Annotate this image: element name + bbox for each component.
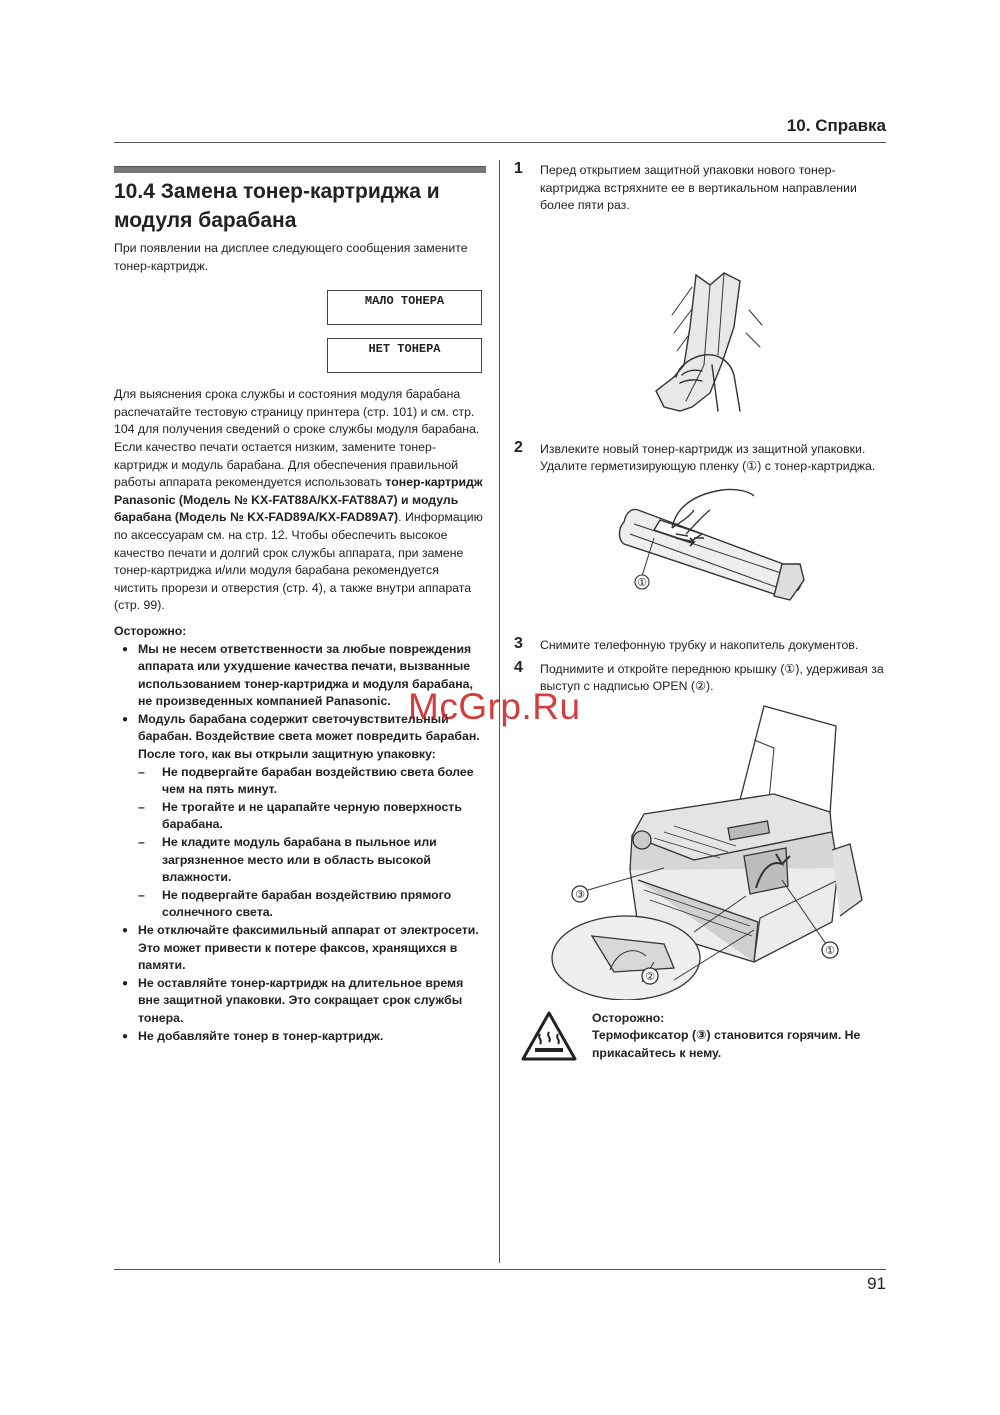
shake-package-illustration: [514, 215, 886, 415]
caution-title: Осторожно:: [114, 623, 187, 638]
step-number: 1: [514, 160, 523, 177]
heat-caution-body: Термофиксатор (③) становится горячим. Не прикасайтесь к нему.: [592, 1028, 861, 1060]
remove-seal-illustration: [514, 476, 886, 614]
body-text-bold: тонер-картридж Panasonic (Модель № KX-FAT88A/KX-FAT88A7) и модуль барабана (Модель № KX-FAD89A/KX-FAD89A7): [114, 475, 483, 525]
left-column: [114, 166, 486, 1045]
step-text: Извлеките новый тонер-картридж из защитной упаковки. Удалите герметизирующую пленку (①) с тонер-картриджа.: [540, 441, 876, 474]
intro-paragraph: При появлении на дисплее следующего сообщения замените тонер-картридж.: [114, 241, 468, 273]
display-message-low-toner: МАЛО ТОНЕРА: [327, 290, 482, 325]
step-number: 3: [514, 634, 523, 652]
step-number: 4: [514, 658, 523, 676]
caution-item: ● Не оставляйте тонер-картридж на длительное время вне защитной упаковки. Это сокращает срок службы тонера.: [114, 975, 486, 1028]
section-title: 10.4 Замена тонер-картриджа и модуля барабана: [114, 180, 440, 232]
callout-3: ③: [575, 887, 585, 901]
step-2: [514, 438, 886, 476]
caution-item: [114, 711, 486, 922]
step-text: Снимите телефонную трубку и накопитель документов.: [540, 637, 859, 652]
heat-caution-title: Осторожно:: [592, 1010, 665, 1025]
step-text: Перед открытием защитной упаковки нового тонер-картриджа встряхните ее в вертикальном направлении более пяти раз.: [540, 163, 857, 213]
callout-1: ①: [637, 575, 647, 589]
step-3: [514, 634, 886, 655]
right-column: [514, 162, 886, 1070]
dash-item: – Не подвергайте барабан воздействию света более чем на пять минут.: [138, 764, 486, 799]
dash-item: – Не кладите модуль барабана в пыльное или загрязненное место или в область высокой влажности.: [138, 834, 486, 887]
after-opening-label: После того, как вы открыли защитную упаковку:: [138, 747, 436, 762]
display-message-no-toner: НЕТ ТОНЕРА: [327, 338, 482, 373]
fax-open-cover-illustration: [514, 700, 886, 1000]
callout-2: ②: [645, 969, 655, 983]
drum-precautions-list: [138, 764, 486, 922]
step-number: 2: [514, 438, 523, 456]
section-bar: [114, 166, 486, 173]
body-text-a: Для выяснения срока службы и состояния модуля барабана распечатайте тестовую страницу принтера (стр. 101) и см. стр. 104 для получения сведений о сроке службы модуля барабана. Если качество печати остается низким, замените тонер-картридж и модуль барабана. Для обеспечения правильной работы аппарата рекомендуется использовать: [114, 387, 480, 490]
body-text-b: . Информацию по аксессуарам см. на стр. 12. Чтобы обеспечить высокое качество печати и долгий срок службы аппарата, при замене тонер-картриджа и/или модуля барабана рекомендуется чистить прорези и отверстия (стр. 4), а также внутри аппарата (стр. 99).: [114, 510, 483, 613]
dash-item: – Не трогайте и не царапайте черную поверхность барабана.: [138, 799, 486, 834]
page-number: 91: [867, 1274, 886, 1293]
dash-item: – Не подвергайте барабан воздействию прямого солнечного света.: [138, 887, 486, 922]
hot-surface-warning-icon: [520, 1010, 578, 1062]
header-rule: [114, 142, 886, 143]
section-header: 10. Справка: [786, 116, 886, 135]
body-paragraph: [114, 386, 486, 615]
watermark: McGrp.Ru: [408, 686, 581, 727]
caution-item-text: Модуль барабана содержит светочувствительный барабан. Воздействие света может повредить барабан.: [138, 711, 480, 744]
caution-item: ● Не отключайте факсимильный аппарат от электросети. Это может привести к потере факсов, хранящихся в памяти.: [114, 922, 486, 975]
heat-caution: [520, 1010, 886, 1070]
footer-rule: [114, 1269, 886, 1270]
caution-item: ● Не добавляйте тонер в тонер-картридж.: [114, 1028, 486, 1046]
caution-item: ● Мы не несем ответственности за любые повреждения аппарата или ухудшение качества печати, вызванные использованием тонер-картриджа и модуля барабана, не произведенных компанией Panasonic.: [114, 641, 486, 711]
step-text: Поднимите и откройте переднюю крышку (①), удерживая за выступ с надписью OPEN (②).: [540, 661, 884, 694]
step-1: [514, 162, 886, 215]
heat-caution-text: [592, 1010, 892, 1063]
callout-1: ①: [825, 943, 835, 957]
